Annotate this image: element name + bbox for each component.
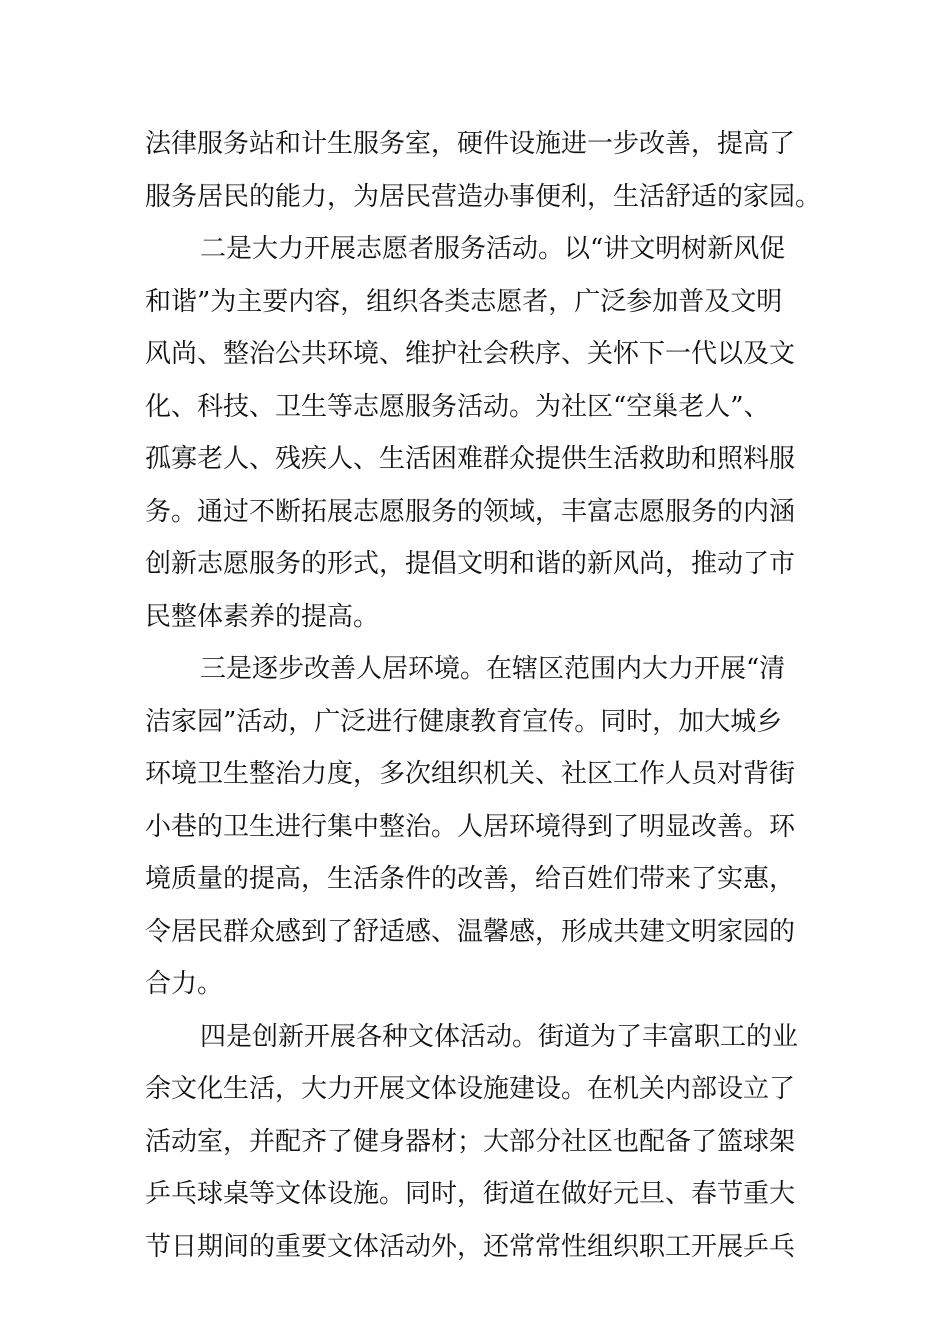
text-line: 环境卫生整治力度，多次组织机关、社区工作人员对背街 (145, 759, 796, 789)
paragraph-p4 (145, 1017, 810, 1280)
paragraph-p2 (145, 229, 810, 649)
text-line: 小巷的卫生进行集中整治。人居环境得到了明显改善。环 (145, 811, 796, 842)
text-line: 孤寡老人、残疾人、生活困难群众提供生活救助和照料服 (145, 444, 796, 474)
text-line: 风尚、整治公共环境、维护社会秩序、关怀下一代以及文 (145, 339, 796, 369)
document-page (145, 124, 822, 1279)
text-line: 合力。 (145, 969, 224, 999)
text-line: 境质量的提高，生活条件的改善，给百姓们带来了实惠， (145, 864, 796, 894)
text-line: 二是大力开展志愿者服务活动。以“讲文明树新风促 (200, 234, 786, 264)
text-line: 乒乓球桌等文体设施。同时，街道在做好元旦、春节重大 (145, 1179, 796, 1209)
text-line: 民整体素养的提高。 (145, 601, 380, 632)
text-line: 务。通过不断拓展志愿服务的领域，丰富志愿服务的内涵 (145, 496, 796, 527)
text-line: 法律服务站和计生服务室，硬件设施进一步改善，提高了 (145, 129, 796, 159)
document-body (145, 124, 822, 1279)
paragraph-p3 (145, 649, 810, 1017)
text-line: 节日期间的重要文体活动外，还常常性组织职工开展乒乓 (145, 1231, 796, 1262)
paragraph-p1 (145, 124, 822, 229)
text-line: 化、科技、卫生等志愿服务活动。为社区“空巢老人”、 (145, 391, 770, 422)
text-line: 令居民群众感到了舒适感、温馨感，形成共建文明家园的 (145, 916, 796, 947)
text-line: 创新志愿服务的形式，提倡文明和谐的新风尚，推动了市 (145, 549, 796, 579)
text-line: 洁家园”活动，广泛进行健康教育宣传。同时，加大城乡 (145, 706, 783, 737)
text-line: 四是创新开展各种文体活动。街道为了丰富职工的业 (200, 1021, 799, 1052)
text-line: 服务居民的能力，为居民营造办事便利，生活舒适的家园。 (145, 181, 822, 212)
text-line: 活动室，并配齐了健身器材；大部分社区也配备了篮球架 (145, 1126, 796, 1157)
text-line: 三是逐步改善人居环境。在辖区范围内大力开展“清 (200, 654, 786, 684)
text-line: 和谐”为主要内容，组织各类志愿者，广泛参加普及文明 (145, 286, 783, 317)
text-line: 余文化生活，大力开展文体设施建设。在机关内部设立了 (145, 1074, 796, 1104)
